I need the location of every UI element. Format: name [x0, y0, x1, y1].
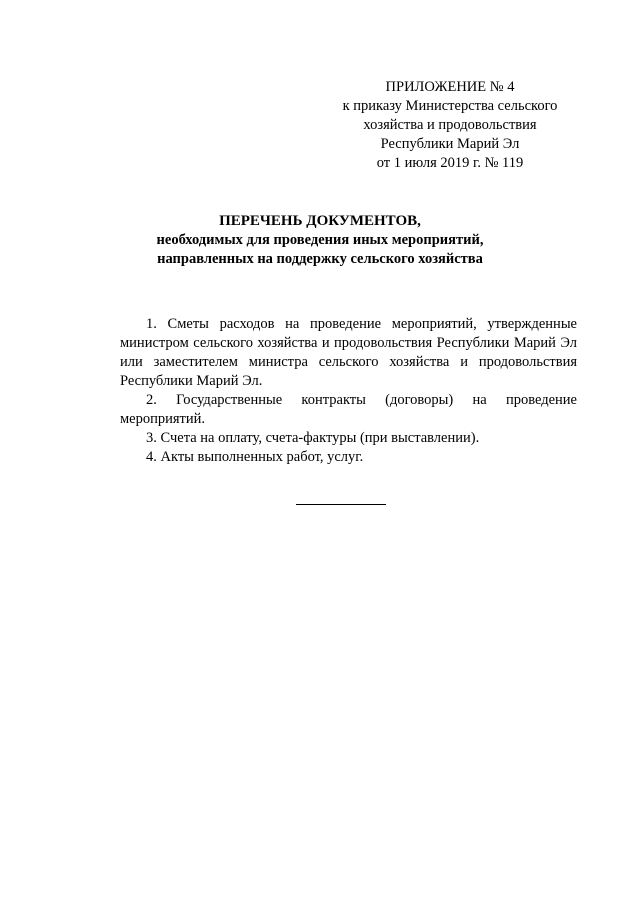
title-subtitle-1: необходимых для проведения иных мероприятий,	[156, 232, 484, 248]
document-list	[120, 315, 577, 467]
appendix-header	[330, 78, 570, 173]
list-item-2: 2. Государственные контракты (договоры) на проведение мероприятий.	[120, 392, 577, 427]
appendix-ministry: хозяйства и продовольствия	[363, 117, 537, 133]
document-title	[60, 212, 580, 269]
title-heading: ПЕРЕЧЕНЬ ДОКУМЕНТОВ,	[219, 213, 421, 229]
closing-divider-line	[296, 504, 386, 505]
title-subtitle-2: направленных на поддержку сельского хозяйства	[157, 251, 483, 267]
appendix-republic: Республики Марий Эл	[380, 136, 520, 152]
appendix-order-ref: к приказу Министерства сельского	[342, 98, 558, 114]
list-item-3: 3. Счета на оплату, счета-фактуры (при выставлении).	[146, 430, 480, 446]
list-item-1: 1. Сметы расходов на проведение мероприятий, утвержденные министром сельского хозяйства и продовольствия Республики Марий Эл или заместителем министра сельского хозяйства и продовольствия Республики Марий Эл.	[120, 316, 577, 389]
appendix-date: от 1 июля 2019 г. № 119	[376, 155, 524, 171]
appendix-number: ПРИЛОЖЕНИЕ № 4	[385, 79, 515, 95]
list-item-4: 4. Акты выполненных работ, услуг.	[146, 449, 364, 465]
